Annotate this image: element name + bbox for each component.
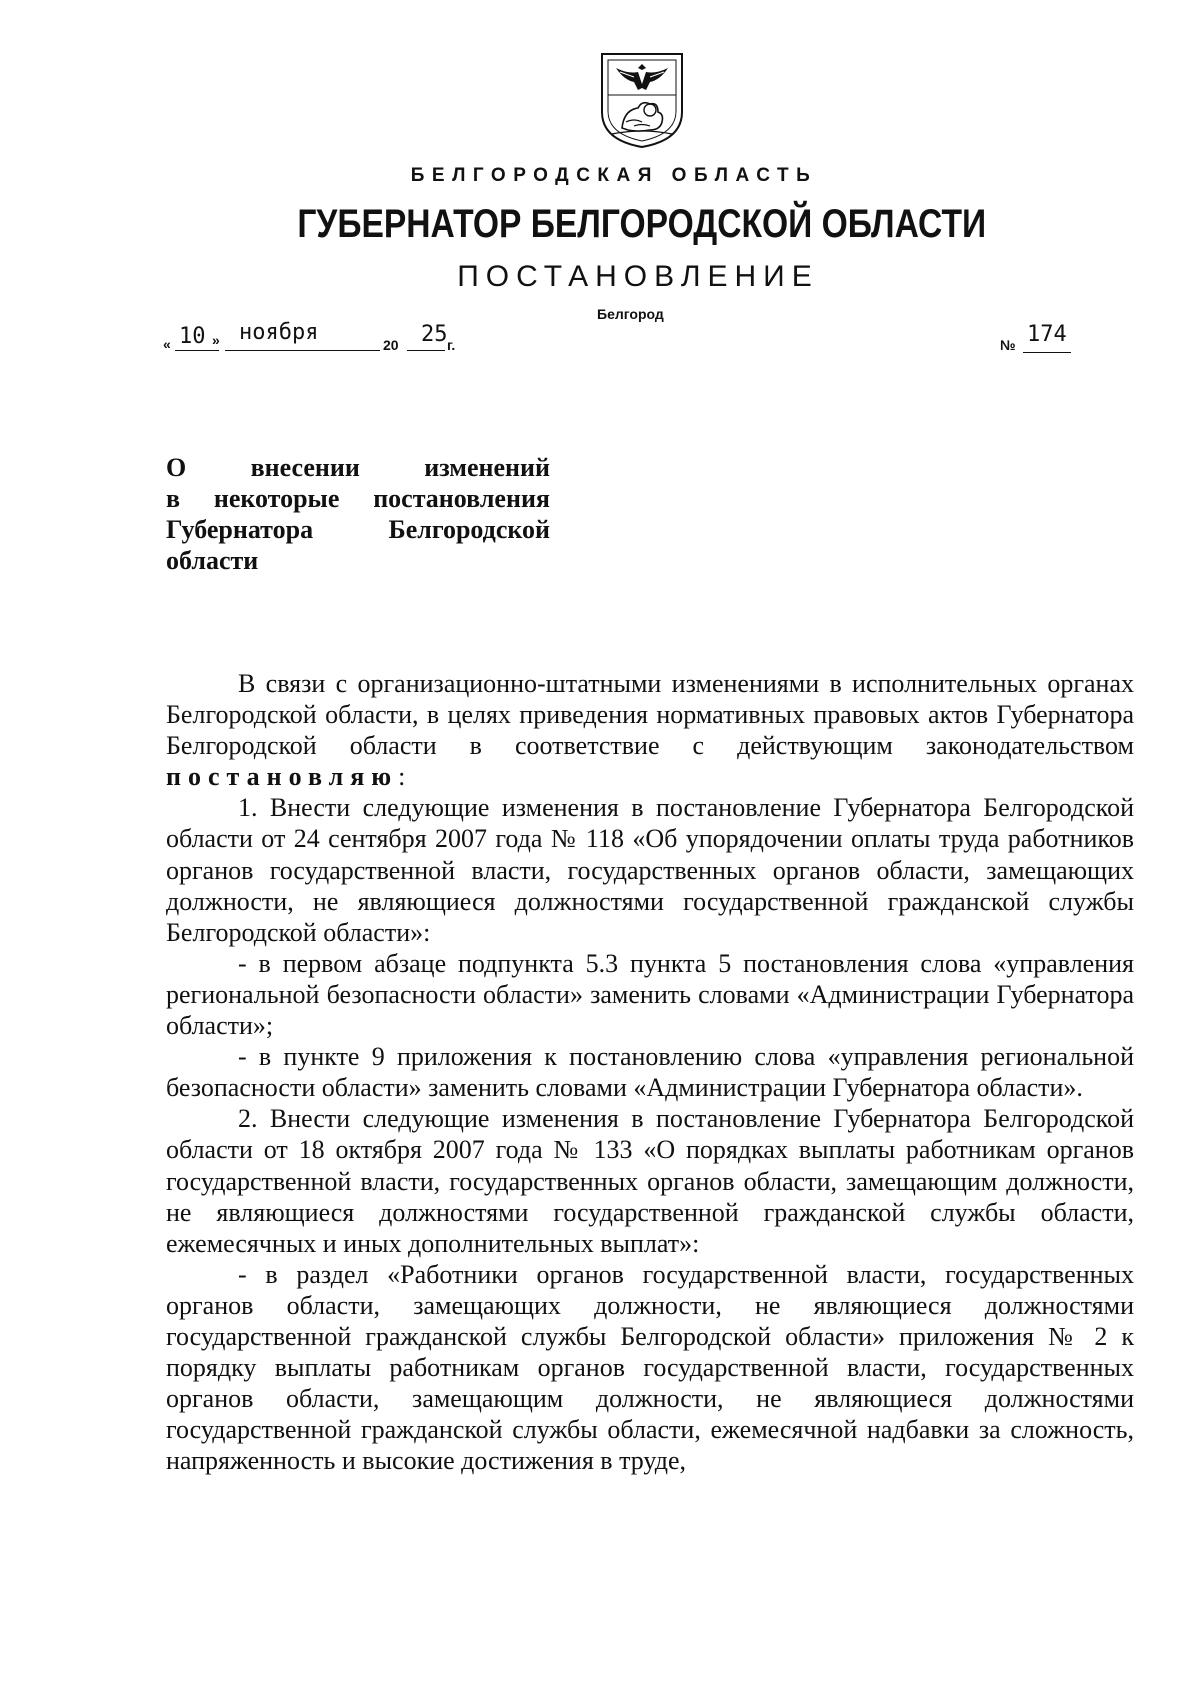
intro-paragraph bbox=[166, 668, 1134, 792]
authority-title: ГУБЕРНАТОР БЕЛГОРОДСКОЙ ОБЛАСТИ bbox=[297, 202, 987, 246]
subject-line: О внесении изменений bbox=[166, 453, 550, 482]
year-underline bbox=[407, 350, 445, 351]
paragraph-item-1: 1. Внести следующие изменения в постановление Губернатора Белгородской области от 24 сентября 2007 года № 118 «Об упорядочении оплаты труда работников органов государственной власти, государственных органов области, замещающих должности, не являющиеся должностями государственной гражданской службы Белгородской области»: bbox=[166, 793, 1134, 947]
document-number: 174 bbox=[1027, 322, 1067, 347]
month-underline bbox=[225, 350, 380, 351]
date-day: 10 bbox=[179, 324, 206, 349]
subject-line: области bbox=[166, 546, 259, 575]
intro-colon: : bbox=[398, 762, 406, 792]
decree-word: постановляю bbox=[166, 762, 399, 792]
paragraph-item-2-sub-1: - в раздел «Работники органов государственной власти, государственных органов области, замещающих должности, не являющиеся должностями государственной гражданской службы Белгородской области» приложения № 2 к порядку выплаты работникам органов государственной власти, государственных органов области, замещающим должности, не являющиеся должностями государственной гражданской службы области, ежемесячной надбавки за сложность, напряженность и высокие достижения в труде, bbox=[166, 1259, 1134, 1476]
paragraph-item-1-sub-1: - в первом абзаце подпункта 5.3 пункта 5 постановления слова «управления региональной безопасности области» заменить словами «Администрации Губернатора области»; bbox=[166, 948, 1134, 1041]
number-underline bbox=[1023, 352, 1071, 353]
paragraph-item-1-sub-2: - в пункте 9 приложения к постановлению слова «управления региональной безопасности области» заменить словами «Администрации Губернатора области». bbox=[166, 1042, 1134, 1103]
belgorod-coat-of-arms-icon bbox=[598, 50, 686, 150]
paragraph-item-2: 2. Внести следующие изменения в постановление Губернатора Белгородской области от 18 октября 2007 года № 133 «О порядках выплаты работникам органов государственной власти, государственных органов области, замещающим должности, не являющиеся должностями государственной гражданской службы области, ежемесячных и иных дополнительных выплат»: bbox=[166, 1104, 1134, 1258]
date-month: ноября bbox=[239, 320, 319, 345]
intro-text: В связи с организационно-штатными изменениями в исполнительных органах Белгородской области, в целях приведения нормативных правовых актов Губернатора Белгородской области в соответствие с действующим законодательством bbox=[166, 669, 1134, 761]
day-underline bbox=[175, 350, 219, 351]
city-label: Белгород bbox=[597, 306, 664, 322]
document-type: ПОСТАНОВЛЕНИЕ bbox=[457, 260, 819, 293]
number-label: № bbox=[1000, 337, 1016, 353]
date-century: 20 bbox=[383, 337, 399, 353]
subject-line: в некоторые постановления bbox=[166, 484, 550, 513]
date-year-suffix: г. bbox=[447, 337, 456, 353]
region-title: БЕЛГОРОДСКАЯ ОБЛАСТЬ bbox=[410, 165, 818, 186]
date-close-quote: » bbox=[212, 332, 220, 348]
document-body bbox=[166, 668, 1134, 1476]
date-open-quote: « bbox=[163, 336, 171, 352]
date-year: 25 bbox=[421, 322, 448, 347]
document-subject bbox=[166, 452, 550, 576]
date-number-row bbox=[163, 320, 1067, 358]
subject-line: Губернатора Белгородской bbox=[166, 515, 550, 544]
